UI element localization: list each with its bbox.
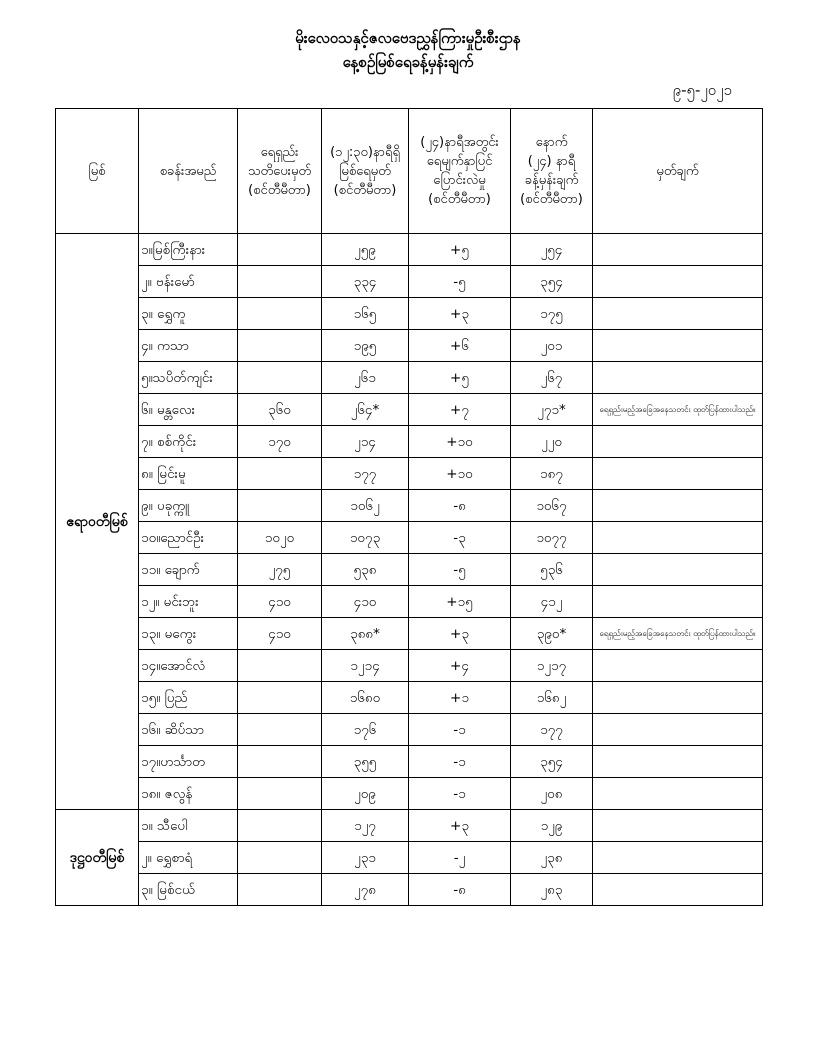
table-row	[56, 842, 763, 874]
danger-level-cell: ၄၁၀	[238, 586, 322, 618]
remark-cell	[593, 714, 763, 746]
remark-cell	[593, 362, 763, 394]
table-row	[56, 298, 763, 330]
table-row	[56, 714, 763, 746]
forecast-level-cell: ၂၀၈	[511, 778, 593, 810]
page-subtitle: နေ့စဉ်မြစ်ရေခန့်မှန်းချက်	[342, 53, 474, 71]
forecast-level-cell: ၅၃၆	[511, 554, 593, 586]
remark-cell: ရေရှည်းမည့်အခြေအနေသတင်း ထုတ်ပြန်ထားပါသည်။	[593, 618, 763, 650]
station-cell: ၆။ မန္တလေး	[139, 394, 238, 426]
col-header-current-level: (၁၂:၃၀)နာရီရှိ မြစ်ရေမှတ် (စင်တီမီတာ)	[322, 109, 409, 234]
current-level-cell: ၂၀၉	[322, 778, 409, 810]
station-cell: ၁၅။ ပြည်	[139, 682, 238, 714]
forecast-level-cell: ၁၆၈၂	[511, 682, 593, 714]
forecast-level-cell: ၂၅၄	[511, 234, 593, 266]
level-change-cell: -၁	[409, 778, 511, 810]
danger-level-cell: ၃၆၀	[238, 394, 322, 426]
station-cell: ၁။မြစ်ကြီးနား	[139, 234, 238, 266]
table-row	[56, 874, 763, 906]
remark-cell	[593, 330, 763, 362]
col-header-forecast: နောက် (၂၄) နာရီ ခန့်မှန်းချက် (စင်တီမီတာ)	[511, 109, 593, 234]
level-change-cell: +၄	[409, 650, 511, 682]
danger-level-cell	[238, 234, 322, 266]
table-row	[56, 234, 763, 266]
station-cell: ၂။ ဗန်းမော်	[139, 266, 238, 298]
remark-cell	[593, 778, 763, 810]
table-row	[56, 266, 763, 298]
table-row	[56, 458, 763, 490]
danger-level-cell	[238, 650, 322, 682]
station-cell: ၇။ စစ်ကိုင်း	[139, 426, 238, 458]
danger-level-cell: ၁၇၀	[238, 426, 322, 458]
level-change-cell: +၃	[409, 298, 511, 330]
danger-level-cell: ၂၇၅	[238, 554, 322, 586]
current-level-cell: ၁၆၅	[322, 298, 409, 330]
col-header-station: စခန်းအမည်	[139, 109, 238, 234]
forecast-level-cell: ၂၀၁	[511, 330, 593, 362]
level-change-cell: +၁၅	[409, 586, 511, 618]
level-change-cell: +၁	[409, 682, 511, 714]
level-change-cell: +၅	[409, 362, 511, 394]
table-row	[56, 490, 763, 522]
level-change-cell: -၅	[409, 554, 511, 586]
river-name-cell: ဧရာဝတီမြစ်	[56, 234, 139, 810]
forecast-level-cell: ၁၀၇၇	[511, 522, 593, 554]
station-cell: ၉။ ပခုက္ကူ	[139, 490, 238, 522]
current-level-cell: ၁၂၇	[322, 810, 409, 842]
current-level-cell: ၃၈၈*	[322, 618, 409, 650]
remark-cell	[593, 842, 763, 874]
level-change-cell: +၁၀	[409, 426, 511, 458]
forecast-level-cell: ၃၅၄	[511, 266, 593, 298]
level-change-cell: -၂	[409, 842, 511, 874]
forecast-level-cell: ၂၂၀	[511, 426, 593, 458]
danger-level-cell	[238, 682, 322, 714]
forecast-level-cell: ၂၇၁*	[511, 394, 593, 426]
station-cell: ၁၀။ညောင်ဦး	[139, 522, 238, 554]
station-cell: ၁၂။ မင်းဘူး	[139, 586, 238, 618]
river-name-cell: ဒုဋ္ဌဝတီမြစ်	[56, 810, 139, 906]
current-level-cell: ၂၇၈	[322, 874, 409, 906]
current-level-cell: ၁၆၈၀	[322, 682, 409, 714]
danger-level-cell	[238, 746, 322, 778]
station-cell: ၃။ မြစ်ငယ်	[139, 874, 238, 906]
current-level-cell: ၁၀၇၃	[322, 522, 409, 554]
station-cell: ၁။ သီပေါ	[139, 810, 238, 842]
danger-level-cell	[238, 362, 322, 394]
current-level-cell: ၁၂၁၄	[322, 650, 409, 682]
page-title: မိုးလေဝသနှင့်ဇလဗေဒညွှန်ကြားမှုဦးစီးဌာန	[295, 29, 521, 47]
forecast-level-cell: ၁၂၁၇	[511, 650, 593, 682]
remark-cell	[593, 874, 763, 906]
level-change-cell: +၅	[409, 234, 511, 266]
level-change-cell: -၈	[409, 874, 511, 906]
station-cell: ၅။သပိတ်ကျင်း	[139, 362, 238, 394]
forecast-level-cell: ၂၈၃	[511, 874, 593, 906]
forecast-level-cell: ၁၀၆၇	[511, 490, 593, 522]
forecast-level-cell: ၁၇၇	[511, 714, 593, 746]
forecast-level-cell: ၁၂၉	[511, 810, 593, 842]
current-level-cell: ၁၇၇	[322, 458, 409, 490]
col-header-river: မြစ်	[56, 109, 139, 234]
level-change-cell: +၁၀	[409, 458, 511, 490]
danger-level-cell	[238, 778, 322, 810]
current-level-cell: ၁၀၆၂	[322, 490, 409, 522]
forecast-level-cell: ၂၆၇	[511, 362, 593, 394]
remark-cell	[593, 586, 763, 618]
table-row	[56, 682, 763, 714]
remark-cell	[593, 490, 763, 522]
current-level-cell: ၅၃၈	[322, 554, 409, 586]
forecast-level-cell: ၁၈၇	[511, 458, 593, 490]
table-row	[56, 330, 763, 362]
station-cell: ၁၁။ ချောက်	[139, 554, 238, 586]
current-level-cell: ၃၅၅	[322, 746, 409, 778]
level-change-cell: +၆	[409, 330, 511, 362]
station-cell: ၁၆။ ဆိပ်သာ	[139, 714, 238, 746]
station-cell: ၁၃။ မကွေး	[139, 618, 238, 650]
forecast-level-cell: ၂၃၈	[511, 842, 593, 874]
remark-cell: ရေရှည်းမည့်အခြေအနေသတင်း ထုတ်ပြန်ထားပါသည်။	[593, 394, 763, 426]
forecast-level-cell: ၃၉၀*	[511, 618, 593, 650]
level-change-cell: -၁	[409, 714, 511, 746]
current-level-cell: ၂၃၁	[322, 842, 409, 874]
current-level-cell: ၁၇၆	[322, 714, 409, 746]
danger-level-cell	[238, 842, 322, 874]
forecast-level-cell: ၄၁၂	[511, 586, 593, 618]
station-cell: ၁၇။ဟင်္သာတ	[139, 746, 238, 778]
remark-cell	[593, 266, 763, 298]
table-row	[56, 650, 763, 682]
table-row	[56, 586, 763, 618]
level-change-cell: -၈	[409, 490, 511, 522]
table-row	[56, 554, 763, 586]
remark-cell	[593, 554, 763, 586]
danger-level-cell	[238, 298, 322, 330]
level-change-cell: +၃	[409, 618, 511, 650]
danger-level-cell: ၄၁၀	[238, 618, 322, 650]
table-row	[56, 426, 763, 458]
current-level-cell: ၂၆၄*	[322, 394, 409, 426]
current-level-cell: ၂၆၁	[322, 362, 409, 394]
table-row	[56, 522, 763, 554]
table-row	[56, 746, 763, 778]
station-cell: ၈။ မြင်းမူ	[139, 458, 238, 490]
station-cell: ၃။ ရွှေကူ	[139, 298, 238, 330]
remark-cell	[593, 746, 763, 778]
current-level-cell: ၃၃၄	[322, 266, 409, 298]
remark-cell	[593, 234, 763, 266]
col-header-danger-level: ရေရှည်း သတိပေးမှတ် (စင်တီမီတာ)	[238, 109, 322, 234]
remark-cell	[593, 650, 763, 682]
danger-level-cell	[238, 330, 322, 362]
forecast-level-cell: ၃၅၄	[511, 746, 593, 778]
danger-level-cell	[238, 458, 322, 490]
forecast-table	[55, 108, 763, 906]
col-header-remarks: မှတ်ချက်	[593, 109, 763, 234]
table-row	[56, 810, 763, 842]
level-change-cell: -၁	[409, 746, 511, 778]
current-level-cell: ၂၁၄	[322, 426, 409, 458]
col-header-change: (၂၄)နာရီအတွင်း ရေမျက်နှာပြင် ပြောင်းလဲမှု (စင်တီမီတာ)	[409, 109, 511, 234]
table-row	[56, 778, 763, 810]
current-level-cell: ၁၉၅	[322, 330, 409, 362]
remark-cell	[593, 682, 763, 714]
table-row	[56, 362, 763, 394]
remark-cell	[593, 298, 763, 330]
remark-cell	[593, 426, 763, 458]
station-cell: ၂။ ရွှေစာရံ	[139, 842, 238, 874]
table-row	[56, 618, 763, 650]
danger-level-cell	[238, 266, 322, 298]
danger-level-cell: ၁၀၂၀	[238, 522, 322, 554]
table-header-row	[56, 109, 763, 234]
table-row	[56, 394, 763, 426]
remark-cell	[593, 810, 763, 842]
level-change-cell: +၇	[409, 394, 511, 426]
level-change-cell: +၃	[409, 810, 511, 842]
danger-level-cell	[238, 714, 322, 746]
remark-cell	[593, 522, 763, 554]
remark-cell	[593, 458, 763, 490]
station-cell: ၄။ ကသာ	[139, 330, 238, 362]
level-change-cell: -၅	[409, 266, 511, 298]
danger-level-cell	[238, 810, 322, 842]
danger-level-cell	[238, 874, 322, 906]
level-change-cell: -၃	[409, 522, 511, 554]
current-level-cell: ၂၅၉	[322, 234, 409, 266]
forecast-level-cell: ၁၇၅	[511, 298, 593, 330]
station-cell: ၁၈။ ဇလွန်	[139, 778, 238, 810]
station-cell: ၁၄။အောင်လံ	[139, 650, 238, 682]
report-date: ၉-၅-၂၀၂၁	[672, 81, 732, 99]
danger-level-cell	[238, 490, 322, 522]
current-level-cell: ၄၁၀	[322, 586, 409, 618]
